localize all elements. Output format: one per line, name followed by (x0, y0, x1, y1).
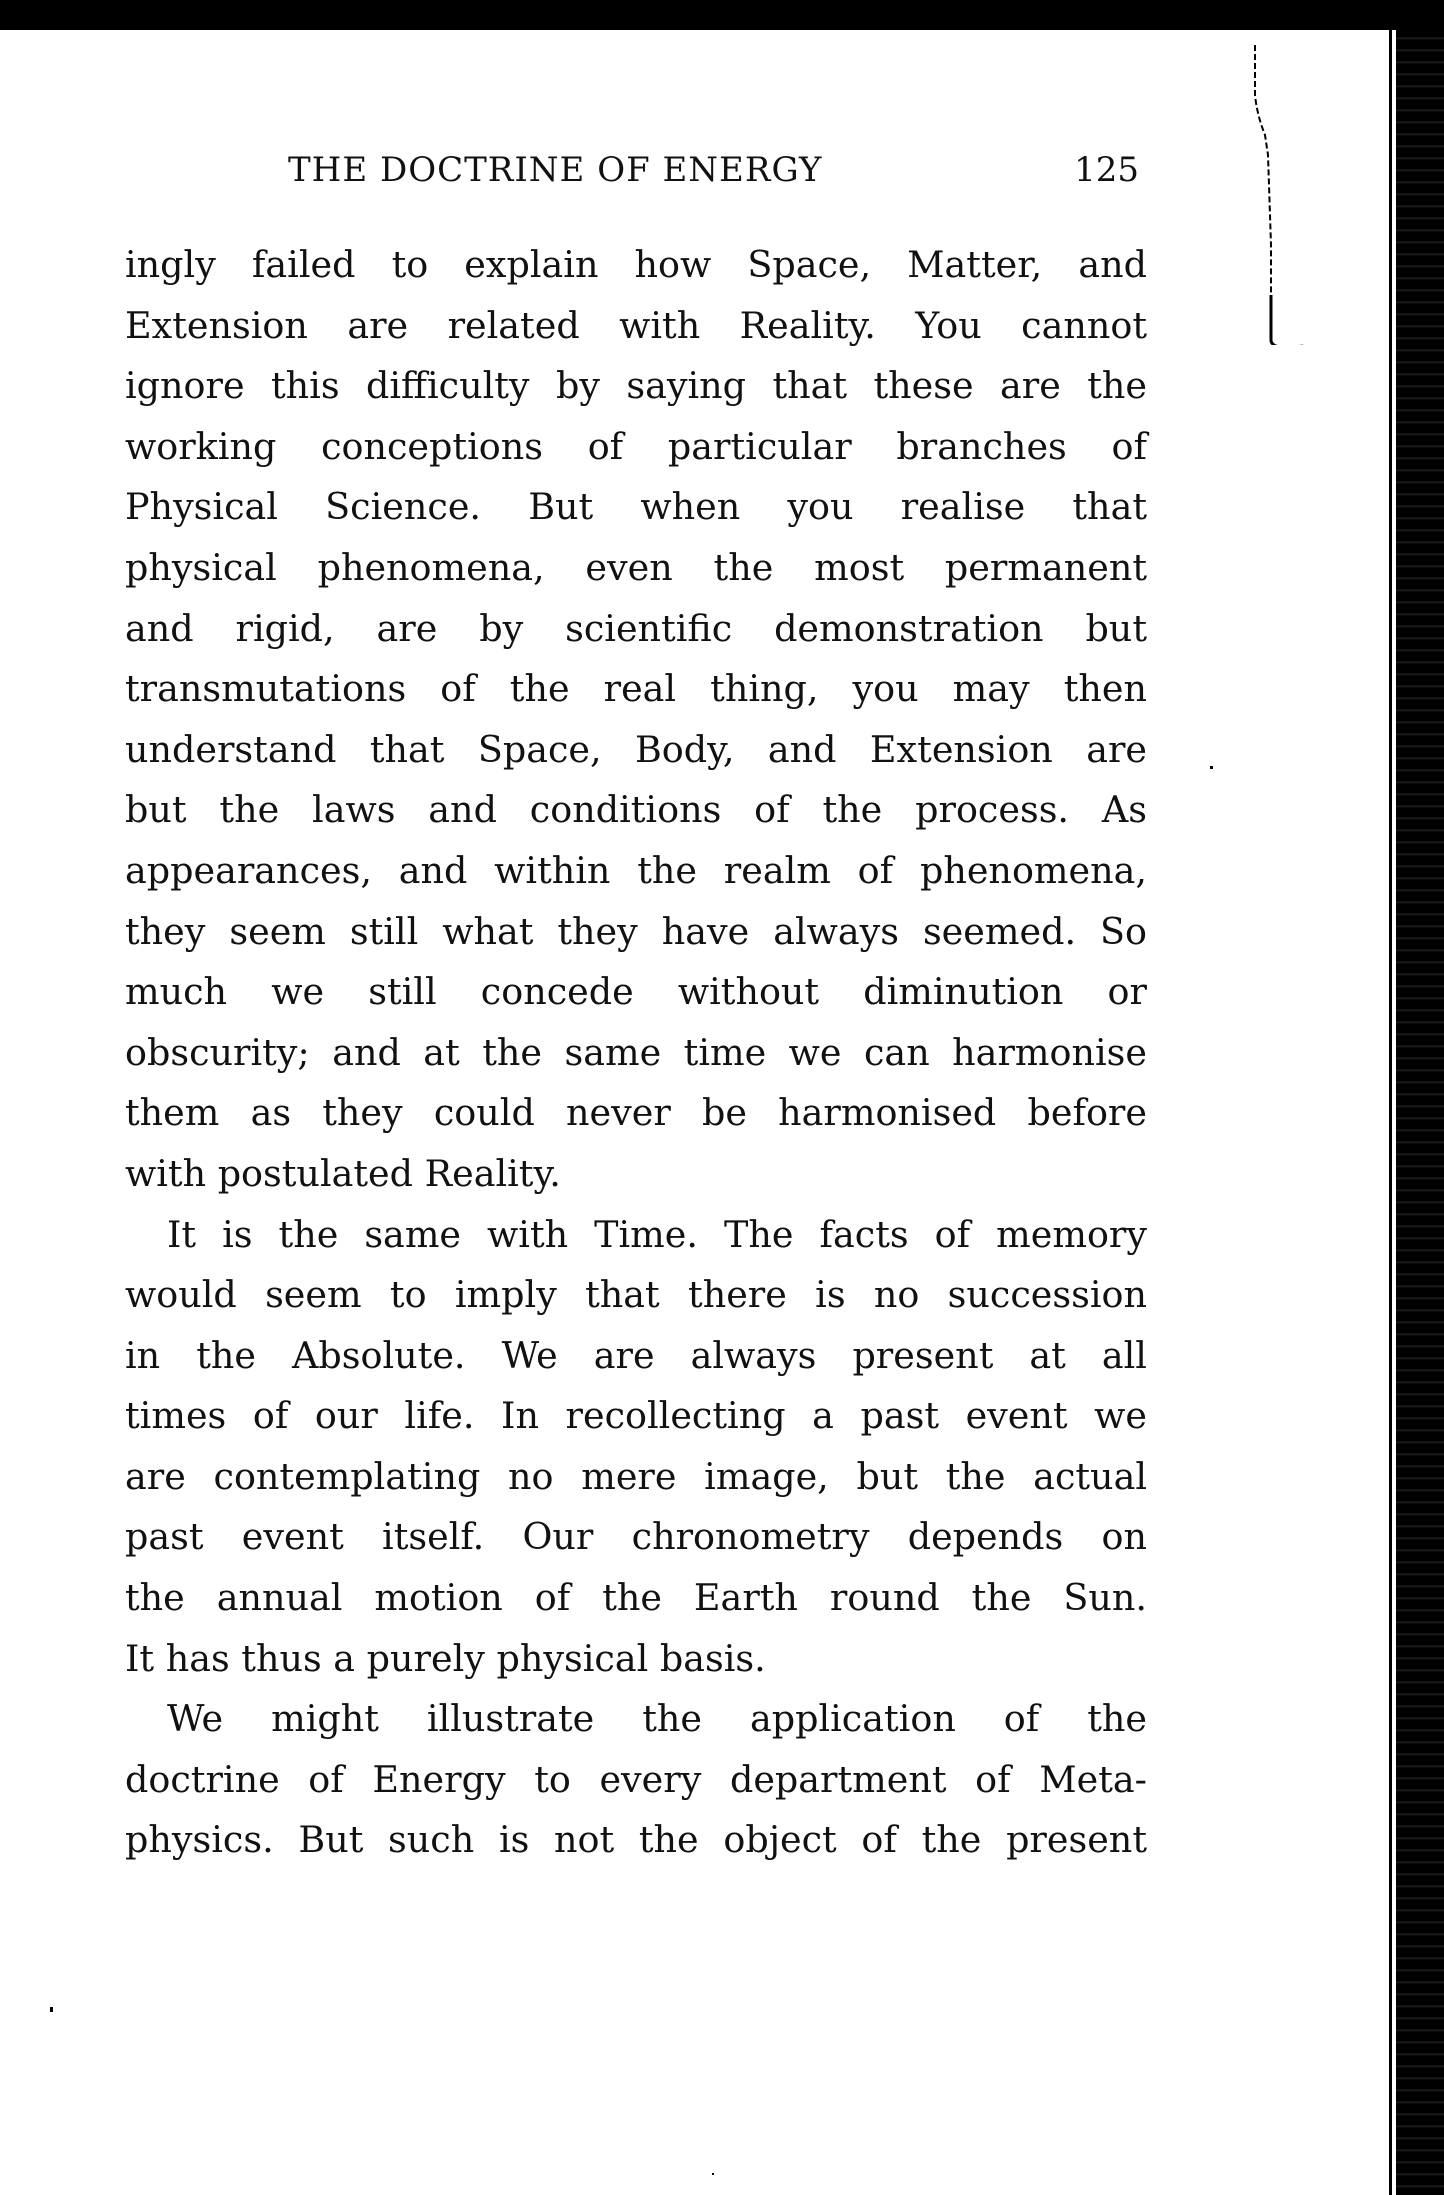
text-line: with postulated Reality. (125, 1151, 561, 1195)
text-line: Extension are related with Reality. You cannot (125, 303, 1147, 347)
text-line: and rigid, are by scientific demonstration but (125, 606, 1147, 650)
running-title: THE DOCTRINE OF ENERGY (288, 150, 823, 190)
text-line: ignore this difficulty by saying that these are the (125, 364, 1147, 408)
text-line: doctrine of Energy to every department of Meta- (125, 1757, 1147, 1801)
text-line: It has thus a purely physical basis. (125, 1636, 766, 1680)
text-line: transmutations of the real thing, you may then (125, 667, 1147, 711)
text-line: working conceptions of particular branches of (125, 424, 1147, 468)
text-line: would seem to imply that there is no succession (125, 1273, 1147, 1317)
paragraph (125, 1205, 1147, 1690)
text-line: appearances, and within the realm of phenomena, (125, 848, 1147, 892)
text-line: ingly failed to explain how Space, Matter, and (125, 243, 1147, 286)
text-line: times of our life. In recollecting a past event we (125, 1394, 1147, 1438)
scan-speck (712, 2173, 714, 2175)
text-line: much we still concede without diminution or (125, 970, 1147, 1014)
text-line: but the laws and conditions of the process. As (125, 788, 1147, 832)
paragraph (125, 1689, 1147, 1871)
page-number: 125 (1074, 150, 1139, 190)
running-head (125, 150, 1145, 194)
text-line: Physical Science. But when you realise that (125, 485, 1147, 529)
scan-speck (50, 2007, 53, 2012)
body-text (125, 235, 1147, 1871)
text-line: are contemplating no mere image, but the actual (125, 1454, 1147, 1498)
text-line: they seem still what they have always seemed. So (125, 909, 1147, 953)
margin-bracket-mark (1253, 45, 1303, 345)
scan-right-border (1396, 28, 1444, 2195)
text-line: obscurity; and at the same time we can harmonise (125, 1030, 1147, 1074)
text-line: physics. But such is not the object of the present (125, 1818, 1147, 1862)
page-edge-rule (1389, 28, 1392, 2195)
text-line: understand that Space, Body, and Extension are (125, 727, 1147, 771)
text-line: in the Absolute. We are always present at all (125, 1333, 1147, 1377)
text-line: them as they could never be harmonised before (125, 1091, 1147, 1135)
scan-speck (1210, 766, 1213, 769)
paragraph (125, 235, 1147, 1205)
text-line: past event itself. Our chronometry depends on (125, 1515, 1147, 1559)
scan-top-border (0, 0, 1444, 30)
text-line: physical phenomena, even the most permanent (125, 545, 1147, 589)
text-line: the annual motion of the Earth round the Sun. (125, 1576, 1147, 1620)
text-line: It is the same with Time. The facts of memory (167, 1212, 1147, 1256)
text-line: We might illustrate the application of the (167, 1697, 1147, 1741)
